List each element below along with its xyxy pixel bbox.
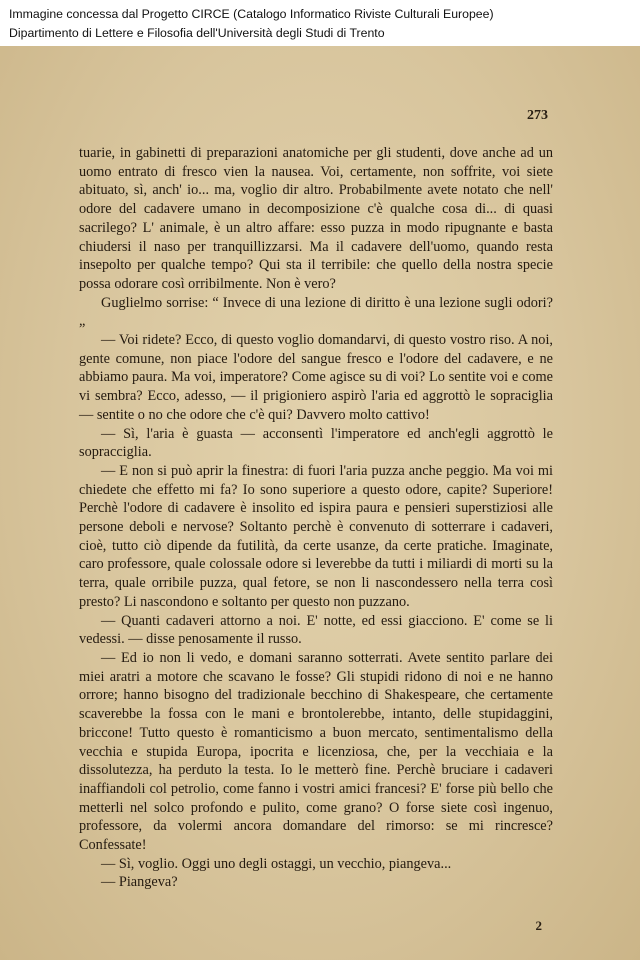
signature-mark: 2 [535,918,542,933]
paragraph: — Quanti cadaveri attorno a noi. E' notte, ed essi giacciono. E' come se li vedessi. — disse penosamente il russo. [79,612,553,648]
body-text [79,144,553,892]
paragraph: — Ed io non li vedo, e domani saranno sotterrati. Avete sentito parlare dei miei aratri a motore che scavano le fosse? Gli stupidi ridono di noi e ne hanno orrore; hanno bisogno del tradizionale becchino di Shakespeare, che certamente scaverebbe la fossa con le mani e brontolerebbe, intanto, delle stupidaggini, briccone! Tutto questo è romanticismo a buon mercato, sentimentalismo della vecchia e stupida Europa, ipocrita e licenziosa, che, per la vecchiaia e la dissolutezza, ha perduto la testa. Io le metterò fine. Perchè bruciare i cadaveri inaffiandoli col petrolio, come fanno i vostri amici francesi? E' forse più bello che metterli nel solco profondo e pulito, come grano? O forse siete così ingenuo, professore, da volermi ancora domandare del rimorso: se mi rincresce? Confessate! [79,649,553,854]
paragraph: — E non si può aprir la finestra: di fuori l'aria puzza anche peggio. Ma voi mi chiedete che effetto mi fa? Io sono superiore a questo odore, capite? Superiore! Perchè l'odore di cadavere è insolito ed ispira paura e pensieri superstiziosi alle persone deboli e nervose? Soltanto perchè è convenuto di sotterrare i cadaveri, cioè, tutto ciò dipende da futilità, da certe usanze, da certe pratiche. Imaginate, caro professore, quale colossale odore si leverebbe da tutti i miliardi di morti su la terra, quale orribile puzza, qual fetore, se non li nascondessero nella terra così presto? Li nascondono e soltanto per questo non puzzano. [79,462,553,610]
paragraph: — Sì, voglio. Oggi uno degli ostaggi, un vecchio, piangeva... [101,855,452,872]
page-number: 273 [527,108,548,123]
paragraph: — Sì, l'aria è guasta — acconsentì l'imperatore ed anch'egli aggrottò le sopracciglia. [79,425,553,461]
paragraph: tuarie, in gabinetti di preparazioni anatomiche per gli studenti, dove anche ad un uomo entrato di fresco vien la nausea. Voi, certamente, non soffrite, voi siete abituato, sì, anch' io... ma, voglio dir altro. Probabilmente avete notato che nell' odore del cadavere umano in decomposizione c'è qualche cosa di... di quasi sacrilego? L' animale, è un altro affare: esso puzza in modo ripugnante e basta chiudersi il naso per tranquillizzarsi. Ma il cadavere dell'uomo, quando resta insepolto per qualche tempo? Qui sta il terribile: che quello della nostra specie possa odorare così orribilmente. Non è vero? [79,145,553,292]
banner-line-1: Immagine concessa dal Progetto CIRCE (Catalogo Informatico Riviste Culturali Europee) [9,7,494,21]
source-banner [0,0,640,46]
paragraph: — Piangeva? [101,874,178,891]
paragraph: — Voi ridete? Ecco, di questo voglio domandarvi, di questo vostro riso. A noi, gente comune, non piace l'odore del sangue fresco e l'odore del cadavere, e ne abbiamo paura. Ma voi, imperatore? Come agisce su di voi? Lo sentite voi e come vi sembra? Ecco, adesso, — il prigioniero aspirò l'aria ed aggrottò le sopraciglia — sentite o no che odore che c'è qui? Davvero molto cattivo! [79,332,553,423]
paragraph: Guglielmo sorrise: “ Invece di una lezione di diritto è una lezione sugli odori? „ [79,294,553,330]
banner-line-2: Dipartimento di Lettere e Filosofia dell'Università degli Studi di Trento [9,26,385,40]
